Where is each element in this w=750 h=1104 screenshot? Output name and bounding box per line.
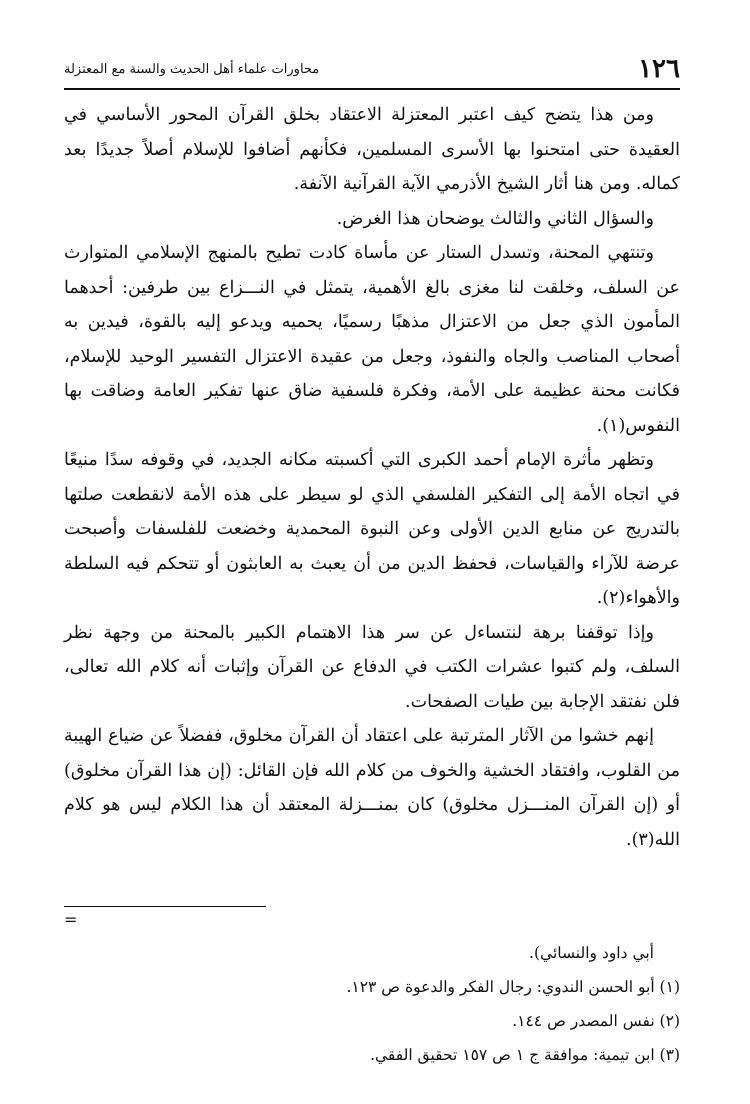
page-number: ١٢٦ bbox=[638, 54, 680, 84]
paragraph: ومن هذا يتضح كيف اعتبر المعتزلة الاعتقاد بخلق القرآن المحور الأساسي في العقيدة حتى امتحنوا بها الأسرى المسلمين، فكأنهم أضافوا للإسلام أصلاً جديدًا بعد كماله. ومن هنا أثار الشيخ الأذرمي الآية القرآنية الآنفة. bbox=[64, 105, 680, 194]
footnote-separator bbox=[64, 906, 266, 907]
paragraph: وتنتهي المحنة، وتسدل الستار عن مأساة كادت تطيح بالمنهج الإسلامي المتوارث عن السلف، وخلقت لنا مغزى بالغ الأهمية، يتمثل في النـــزاع بين طرفين: أحدهما المأمون الذي جعل من الاعتزال مذهبًا رسميًا، يحميه ويدعو إليه بالقوة، فيدين به أصحاب المناصب والجاه والنفوذ، وجعل من عقيدة الاعتزال التفسير الوحيد للإسلام، فكانت محنة عظيمة على الأمة، وفكرة فلسفية ضاق عنها تفكير العامة وضاقت بها النفوس(١). bbox=[64, 243, 680, 436]
footnote-3: (٣) ابن تيمية: موافقة ج ١ ص ١٥٧ تحقيق الفقي. bbox=[370, 1046, 680, 1064]
body-text bbox=[64, 98, 680, 857]
footnote-continuation-mark: = bbox=[64, 910, 78, 929]
footnote-continuation: أبي داود والنسائي). bbox=[529, 944, 654, 962]
footnote-1: (١) أبو الحسن الندوي: رجال الفكر والدعوة ص ١٢٣. bbox=[346, 978, 680, 996]
paragraph: والسؤال الثاني والثالث يوضحان هذا الغرض. bbox=[336, 208, 654, 229]
paragraph: إنهم خشوا من الآثار المترتبة على اعتقاد أن القرآن مخلوق، ففضلاً عن ضياع الهيبة من القلوب، وافتقاد الخشية والخوف من كلام الله فإن القائل: (إن هذا القرآن مخلوق) أو (إن القرآن المنـــزل مخلوق) كان بمنـــزلة المعتقد أن هذا الكلام ليس هو كلام الله(٣). bbox=[64, 726, 680, 850]
running-title: محاورات علماء أهل الحديث والسنة مع المعتزلة bbox=[64, 62, 320, 77]
paragraph: وإذا توقفنا برهة لنتساءل عن سر هذا الاهتمام الكبير بالمحنة من وجهة نظر السلف، ولم كتبوا عشرات الكتب في الدفاع عن القرآن وإثبات أنه كلام الله تعالى، فلن نفتقد الإجابة بين طيات الصفحات. bbox=[64, 622, 680, 712]
paragraph: وتظهر مأثرة الإمام أحمد الكبرى التي أكسبته مكانه الجديد، في وقوفه سدًا منيعًا في اتجاه الأمة إلى التفكير الفلسفي الذي لو سيطر على هذه الأمة لانقطعت صلتها بالتدريج عن منابع الدين الأولى وعن النبوة المحمدية وخضعت للفلسفات وأصبحت عرضة للآراء والقياسات، فحفظ الدين من أن يعبث به العابثون أو تتحكم فيه السلطة والأهواء(٢). bbox=[64, 450, 680, 608]
footnote-2: (٢) نفس المصدر ص ١٤٤. bbox=[512, 1012, 680, 1030]
footnotes bbox=[64, 936, 680, 1072]
page-header bbox=[64, 48, 680, 88]
header-rule bbox=[64, 88, 680, 90]
